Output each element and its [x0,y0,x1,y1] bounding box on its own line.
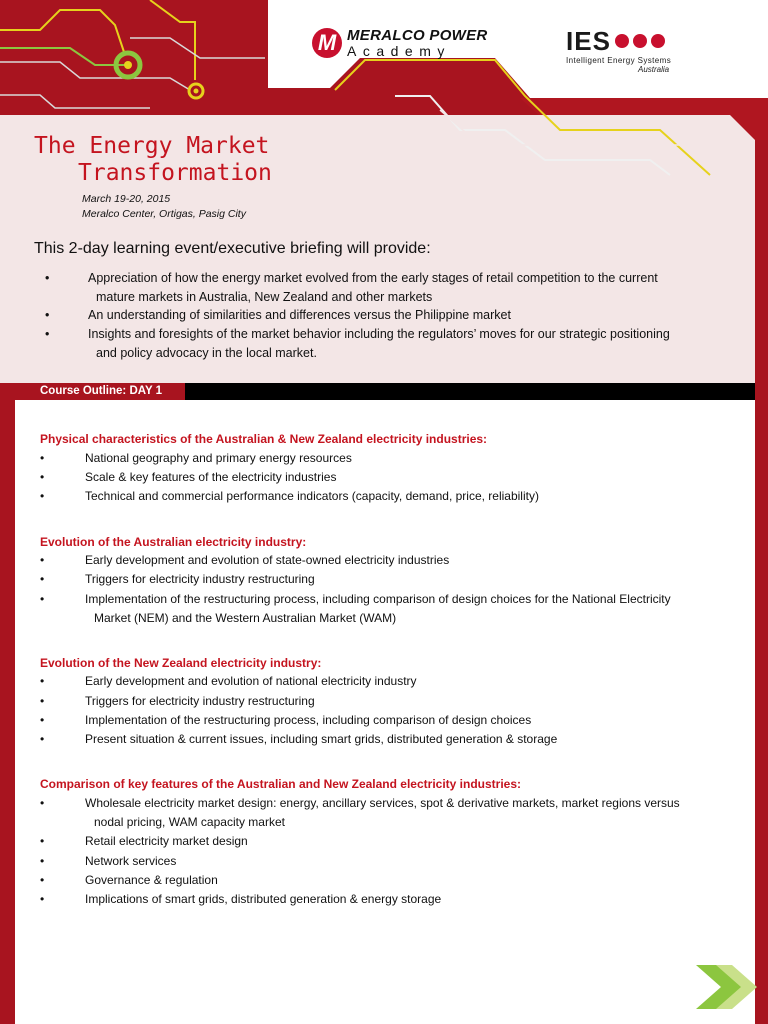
list-item: Early development and evolution of national electricity industry [85,674,417,688]
list-item: Implementation of the restructuring process, including comparison of design choices [85,713,532,727]
bullet: • [40,892,45,906]
list-item-continued-text: nodal pricing, WAM capacity market [94,815,285,829]
bullet: • [45,327,50,341]
benefit-item: An understanding of similarities and differences versus the Philippine market [88,308,511,322]
event-date: March 19-20, 2015 [82,193,171,205]
bullet: • [40,713,45,727]
list-item: Triggers for electricity industry restructuring [85,572,315,586]
outline-bar-black [185,383,755,400]
bullet: • [40,572,45,586]
right-red-stripe [755,140,768,1024]
benefit-item-continued: mature markets in Australia, New Zealand and other markets [96,290,433,304]
bullet: • [40,694,45,708]
bullet: • [40,592,45,606]
meralco-logo-line2: Academy [347,43,451,59]
list-item: Implications of smart grids, distributed generation & energy storage [85,892,442,906]
list-item: Governance & regulation [85,873,218,887]
event-venue: Meralco Center, Ortigas, Pasig City [82,208,246,220]
meralco-mark-icon: M [312,28,342,58]
meralco-logo [312,28,488,58]
list-item: Wholesale electricity market design: energy, ancillary services, spot & derivative markets, market regions versus [85,796,680,810]
bullet: • [40,451,45,465]
list-item: Technical and commercial performance indicators (capacity, demand, price, reliability) [85,489,539,503]
bullet: • [45,308,50,322]
circuit-node-large [124,61,132,69]
bullet: • [40,854,45,868]
ies-dot-icon [615,34,629,48]
meralco-logo-line1: MERALCO POWER [347,27,488,44]
event-title [34,133,272,187]
list-item-continued [85,813,725,833]
benefit-item: Insights and foresights of the market behavior including the regulators’ moves for our strategic positioning [88,327,670,341]
bullet: • [40,834,45,848]
ies-logo-line2: Australia [638,65,670,74]
ies-logo [566,28,671,74]
list-item-continued-text: Market (NEM) and the Western Australian Market (WAM) [94,611,397,625]
ies-logo-line1: Intelligent Energy Systems [566,56,672,65]
list-item: National geography and primary energy resources [85,451,352,465]
bullet: • [40,489,45,503]
course-outline-label: Course Outline: DAY 1 [40,385,163,397]
benefit-item: Appreciation of how the energy market evolved from the early stages of retail competition to the current [88,271,658,285]
ies-dot-icon [651,34,665,48]
bullet: • [40,796,45,810]
list-item: Retail electricity market design [85,834,248,848]
event-title-line2: Transformation [78,160,272,186]
intro-text: This 2-day learning event/executive briefing will provide: [34,240,431,257]
list-item: Scale & key features of the electricity industries [85,470,337,484]
benefit-item-continued: and policy advocacy in the local market. [96,346,317,360]
ies-logo-word: IES [566,26,611,56]
bullet: • [40,674,45,688]
list-item: Triggers for electricity industry restructuring [85,694,315,708]
section-heading: Evolution of the New Zealand electricity industry: [40,656,322,670]
ies-dot-icon [633,34,647,48]
list-item: Present situation & current issues, including smart grids, distributed generation & storage [85,732,558,746]
left-red-stripe [0,400,15,1024]
bullet: • [40,470,45,484]
bullet: • [40,732,45,746]
list-item: Implementation of the restructuring process, including comparison of design choices for the National Electricity [85,592,671,606]
bullet: • [45,271,50,285]
section-heading: Comparison of key features of the Australian and New Zealand electricity industries: [40,777,522,791]
list-item-continued [85,609,725,629]
list-item: Network services [85,854,177,868]
event-title-line1: The Energy Market [34,133,270,159]
section-heading: Evolution of the Australian electricity industry: [40,535,307,549]
list-item: Early development and evolution of state-owned electricity industries [85,553,450,567]
circuit-node-small [194,89,199,94]
bullet: • [40,873,45,887]
bullet: • [40,553,45,567]
section-heading: Physical characteristics of the Australian & New Zealand electricity industries: [40,432,488,446]
